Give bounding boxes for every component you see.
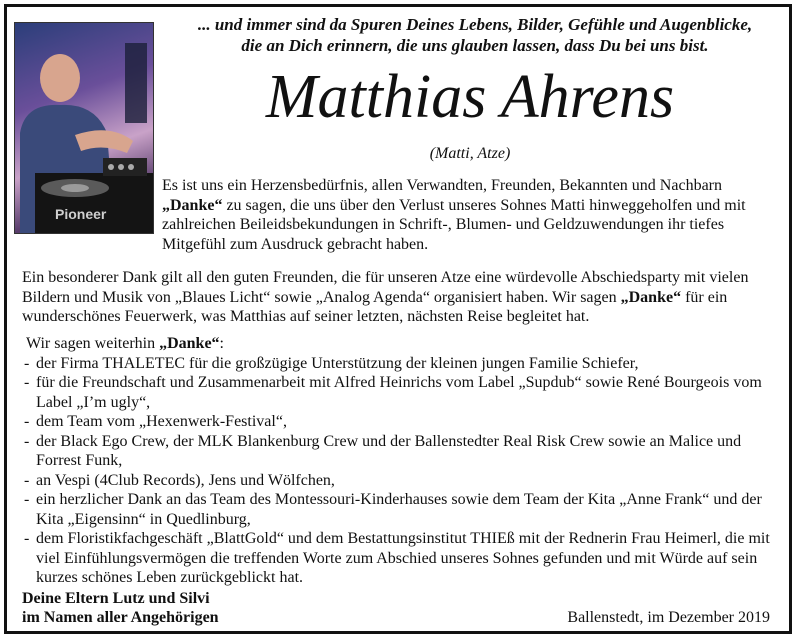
thanks-list-section (22, 334, 784, 588)
list-dash: - (24, 471, 30, 489)
deceased-name: Matthias Ahrens (265, 63, 675, 131)
thanks-paragraph-1 (162, 176, 782, 254)
dj-photo-illustration (15, 23, 153, 233)
list-item-text: dem Floristikfachgeschäft „BlattGold“ und dem Bestattungsinstitut THIEß mit der Rednerin Frau Heimerl, die mit viel Einfühlungsvermögen die treffenden Worte zum Abschied unseres Sohnes gefunden und mit Würde auf sein kurzes schönes Leben zurückgeblickt hat. (36, 530, 770, 586)
mixer-brand-label: Pioneer (55, 206, 107, 222)
list-item-text: ein herzlicher Dank an das Team des Montessouri-Kinderhauses sowie dem Team der Kita „Anne Frank“ und der Kita „Eigensinn“ in Quedlinburg, (36, 491, 762, 528)
list-intro (22, 334, 784, 354)
list-intro-danke: „Danke“ (159, 335, 220, 352)
list-intro-prefix: Wir sagen weiterhin (26, 335, 160, 352)
signature-line-1: Deine Eltern Lutz und Silvi (22, 590, 210, 607)
signature (22, 589, 219, 627)
list-item (22, 354, 784, 374)
p1-text-start: Es ist uns ein Herzensbedürfnis, allen Verwandten, Freunden, Bekannten und Nachbarn (162, 177, 722, 194)
list-item (22, 471, 784, 491)
thanks-paragraph-2 (22, 268, 784, 327)
quote-line-2: die an Dich erinnern, die uns glauben lassen, dass Du bei uns bist. (241, 36, 709, 55)
list-item-text: der Firma THALETEC für die großzügige Unterstützung der kleinen jungen Familie Schiefer, (36, 354, 639, 372)
list-dash: - (24, 413, 30, 430)
p1-danke: „Danke“ (162, 196, 223, 214)
list-item-text: an Vespi (4Club Records), Jens und Wölfchen, (36, 471, 335, 489)
list-dash: - (24, 530, 30, 547)
p2-danke: „Danke“ (620, 288, 682, 306)
signature-line-2: im Namen aller Angehörigen (22, 609, 219, 626)
nickname: (Matti, Atze) (429, 145, 511, 162)
list-dash: - (24, 491, 30, 508)
list-dash: - (24, 354, 30, 372)
place-date: Ballenstedt, im Dezember 2019 (567, 609, 770, 626)
list-item-text: der Black Ego Crew, der MLK Blankenburg Crew und der Ballenstedter Real Risk Crew sowie an Malice und Forrest Funk, (36, 432, 742, 469)
p2-text-end: für ein wunderschönes Feuerwerk, was Matthias auf seiner letzten, nächsten Reise begleitet hat. (22, 288, 728, 325)
list-dash: - (24, 374, 30, 391)
list-item (22, 529, 784, 588)
quote-line-1: ... und immer sind da Spuren Deines Lebens, Bilder, Gefühle und Augenblicke, (197, 15, 753, 34)
memorial-quote (160, 14, 790, 56)
p2-text-start: Ein besonderer Dank gilt all den guten Freunden, die für unseren Atze eine würdevolle Abschiedsparty mit vielen Bildern und Musik von „Blaues Licht“ sowie „Analog Agenda“ organisiert haben. Wir sagen (22, 269, 749, 306)
list-item-text: dem Team vom „Hexenwerk-Festival“, (36, 413, 287, 430)
list-item (22, 412, 784, 432)
list-item-text: für die Freundschaft und Zusammenarbeit mit Alfred Heinrichs vom Label „Supdub“ sowie René Bourgeois vom Label „I’m ugly“, (36, 374, 762, 411)
list-dash: - (24, 432, 30, 450)
list-item (22, 432, 784, 471)
list-item (22, 373, 784, 412)
list-intro-suffix: : (219, 335, 224, 352)
p1-text-end: zu sagen, die uns über den Verlust unseres Sohnes Matti hinweggeholfen und mit zahlreichen Beileidsbekundungen in Schrift-, Blumen- und Geldzuwendungen ihr tiefes Mitgefühl zum Ausdruck gebracht haben. (162, 196, 746, 253)
list-item (22, 490, 784, 529)
portrait-photo (14, 22, 154, 234)
thanks-list (22, 354, 784, 588)
